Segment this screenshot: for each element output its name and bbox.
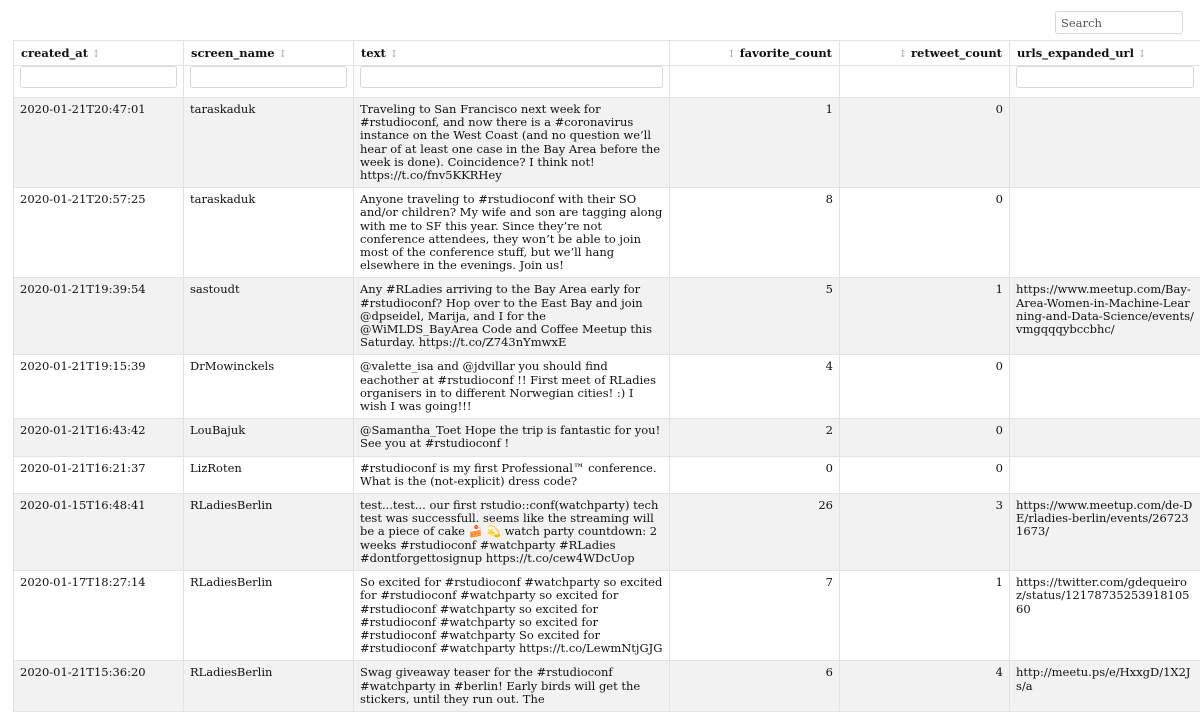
column-label: urls_expanded_url: [1017, 46, 1134, 60]
table-row[interactable]: [14, 661, 1200, 712]
column-label: created_at: [21, 46, 88, 60]
cell-created-at: 2020-01-21T20:47:01: [14, 98, 184, 188]
cell-retweet-count: 0: [840, 355, 1010, 419]
cell-urls-expanded-url: [1010, 419, 1200, 456]
cell-text: Anyone traveling to #rstudioconf with their SO and/or children? My wife and son are tagging along with me to SF this year. Since they’re not conference attendees, they won’t be able to join most of the conference stuff, but we’ll hang elsewhere in the evenings. Join us!: [354, 188, 670, 278]
sort-icon[interactable]: ↕: [279, 49, 287, 60]
cell-favorite-count: 5: [670, 278, 840, 355]
cell-urls-expanded-url: [1010, 355, 1200, 419]
cell-retweet-count: 0: [840, 456, 1010, 493]
filter-row: [14, 66, 1200, 98]
table-row[interactable]: [14, 188, 1200, 278]
cell-favorite-count: 4: [670, 355, 840, 419]
filter-cell: [184, 66, 354, 98]
cell-screen-name: RLadiesBerlin: [184, 571, 354, 661]
cell-retweet-count: 4: [840, 661, 1010, 712]
cell-text: Any #RLadies arriving to the Bay Area early for #rstudioconf? Hop over to the East Bay and join @dpseidel, Marija, and I for the @WiMLDS_BayArea Code and Coffee Meetup this Saturday. https://t.co/Z743nYmwxE: [354, 278, 670, 355]
cell-screen-name: RLadiesBerlin: [184, 661, 354, 712]
toolbar: [0, 0, 1200, 40]
column-label: favorite_count: [740, 46, 832, 60]
cell-created-at: 2020-01-21T16:21:37: [14, 456, 184, 493]
cell-created-at: 2020-01-21T16:43:42: [14, 419, 184, 456]
cell-favorite-count: 6: [670, 661, 840, 712]
table-row[interactable]: [14, 456, 1200, 493]
sort-icon[interactable]: ↕: [899, 49, 907, 60]
filter-cell: [14, 66, 184, 98]
data-table: [13, 40, 1200, 712]
filter-cell-empty: [670, 66, 840, 98]
sort-icon[interactable]: ↕: [727, 49, 735, 60]
cell-screen-name: sastoudt: [184, 278, 354, 355]
column-header-screen-name[interactable]: [184, 41, 354, 66]
cell-favorite-count: 0: [670, 456, 840, 493]
filter-input-urls-expanded-url[interactable]: [1016, 66, 1194, 88]
column-header-text[interactable]: [354, 41, 670, 66]
cell-created-at: 2020-01-21T19:15:39: [14, 355, 184, 419]
table-row[interactable]: [14, 355, 1200, 419]
cell-screen-name: LouBajuk: [184, 419, 354, 456]
cell-retweet-count: 3: [840, 494, 1010, 571]
cell-favorite-count: 1: [670, 98, 840, 188]
filter-input-text[interactable]: [360, 66, 663, 88]
column-label: retweet_count: [911, 46, 1002, 60]
cell-favorite-count: 2: [670, 419, 840, 456]
cell-text: So excited for #rstudioconf #watchparty so excited for #rstudioconf #watchparty so excited for #rstudioconf #watchparty so excited for #rstudioconf #watchparty so excited for #rstudioconf #watchparty So excited for #rstudioconf #watchparty https://t.co/LewmNtjGJG: [354, 571, 670, 661]
cell-urls-expanded-url: [1010, 98, 1200, 188]
cell-created-at: 2020-01-21T15:36:20: [14, 661, 184, 712]
filter-cell: [354, 66, 670, 98]
filter-cell-empty: [840, 66, 1010, 98]
filter-input-created-at[interactable]: [20, 66, 177, 88]
search-input[interactable]: [1055, 11, 1183, 34]
sort-icon[interactable]: ↕: [1138, 49, 1146, 60]
column-header-created-at[interactable]: [14, 41, 184, 66]
cell-urls-expanded-url[interactable]: https://twitter.com/gdequeiroz/status/1217873525391810560: [1010, 571, 1200, 661]
column-label: screen_name: [191, 46, 275, 60]
column-header-urls-expanded-url[interactable]: [1010, 41, 1200, 66]
cell-favorite-count: 8: [670, 188, 840, 278]
cell-screen-name: RLadiesBerlin: [184, 494, 354, 571]
sort-icon[interactable]: ↕: [92, 49, 100, 60]
filter-input-screen-name[interactable]: [190, 66, 347, 88]
cell-retweet-count: 1: [840, 278, 1010, 355]
cell-urls-expanded-url[interactable]: http://meetu.ps/e/HxxgD/1X2Js/a: [1010, 661, 1200, 712]
cell-favorite-count: 7: [670, 571, 840, 661]
cell-retweet-count: 1: [840, 571, 1010, 661]
cell-screen-name: LizRoten: [184, 456, 354, 493]
cell-urls-expanded-url[interactable]: https://www.meetup.com/de-DE/rladies-berlin/events/267231673/: [1010, 494, 1200, 571]
cell-urls-expanded-url[interactable]: https://www.meetup.com/Bay-Area-Women-in-Machine-Learning-and-Data-Science/events/vmgqqqybccbhc/: [1010, 278, 1200, 355]
cell-retweet-count: 0: [840, 98, 1010, 188]
cell-urls-expanded-url: [1010, 456, 1200, 493]
cell-retweet-count: 0: [840, 188, 1010, 278]
cell-retweet-count: 0: [840, 419, 1010, 456]
cell-urls-expanded-url: [1010, 188, 1200, 278]
cell-text: @Samantha_Toet Hope the trip is fantastic for you! See you at #rstudioconf !: [354, 419, 670, 456]
cell-favorite-count: 26: [670, 494, 840, 571]
cell-created-at: 2020-01-21T19:39:54: [14, 278, 184, 355]
table-row[interactable]: [14, 494, 1200, 571]
column-header-retweet-count[interactable]: [840, 41, 1010, 66]
cell-screen-name: DrMowinckels: [184, 355, 354, 419]
cell-text: #rstudioconf is my first Professional™ conference. What is the (not-explicit) dress code?: [354, 456, 670, 493]
table-row[interactable]: [14, 419, 1200, 456]
cell-text: Traveling to San Francisco next week for #rstudioconf, and now there is a #coronavirus instance on the West Coast (and no question we’ll hear of at least one case in the Bay Area before the week is done). Coincidence? I think not! https://t.co/fnv5KKRHey: [354, 98, 670, 188]
cell-created-at: 2020-01-17T18:27:14: [14, 571, 184, 661]
column-label: text: [361, 46, 386, 60]
table-row[interactable]: [14, 278, 1200, 355]
cell-text: Swag giveaway teaser for the #rstudioconf #watchparty in #berlin! Early birds will get the stickers, until they run out. The: [354, 661, 670, 712]
cell-created-at: 2020-01-21T20:57:25: [14, 188, 184, 278]
sort-icon[interactable]: ↕: [390, 49, 398, 60]
filter-cell: [1010, 66, 1200, 98]
column-header-favorite-count[interactable]: [670, 41, 840, 66]
cell-text: test...test... our first rstudio::conf(watchparty) tech test was successfull. seems like the streaming will be a piece of cake 🍰 💫 watch party countdown: 2 weeks #rstudioconf #watchparty #RLadies #dontforgettosignup https://t.co/cew4WDcUop: [354, 494, 670, 571]
cell-text: @valette_isa and @jdvillar you should find eachother at #rstudioconf !! First meet of RLadies organisers in to different Norwegian cities! :) I wish I was going!!!: [354, 355, 670, 419]
table-row[interactable]: [14, 571, 1200, 661]
cell-created-at: 2020-01-15T16:48:41: [14, 494, 184, 571]
table-row[interactable]: [14, 98, 1200, 188]
cell-screen-name: taraskaduk: [184, 98, 354, 188]
cell-screen-name: taraskaduk: [184, 188, 354, 278]
header-row: [14, 41, 1200, 66]
